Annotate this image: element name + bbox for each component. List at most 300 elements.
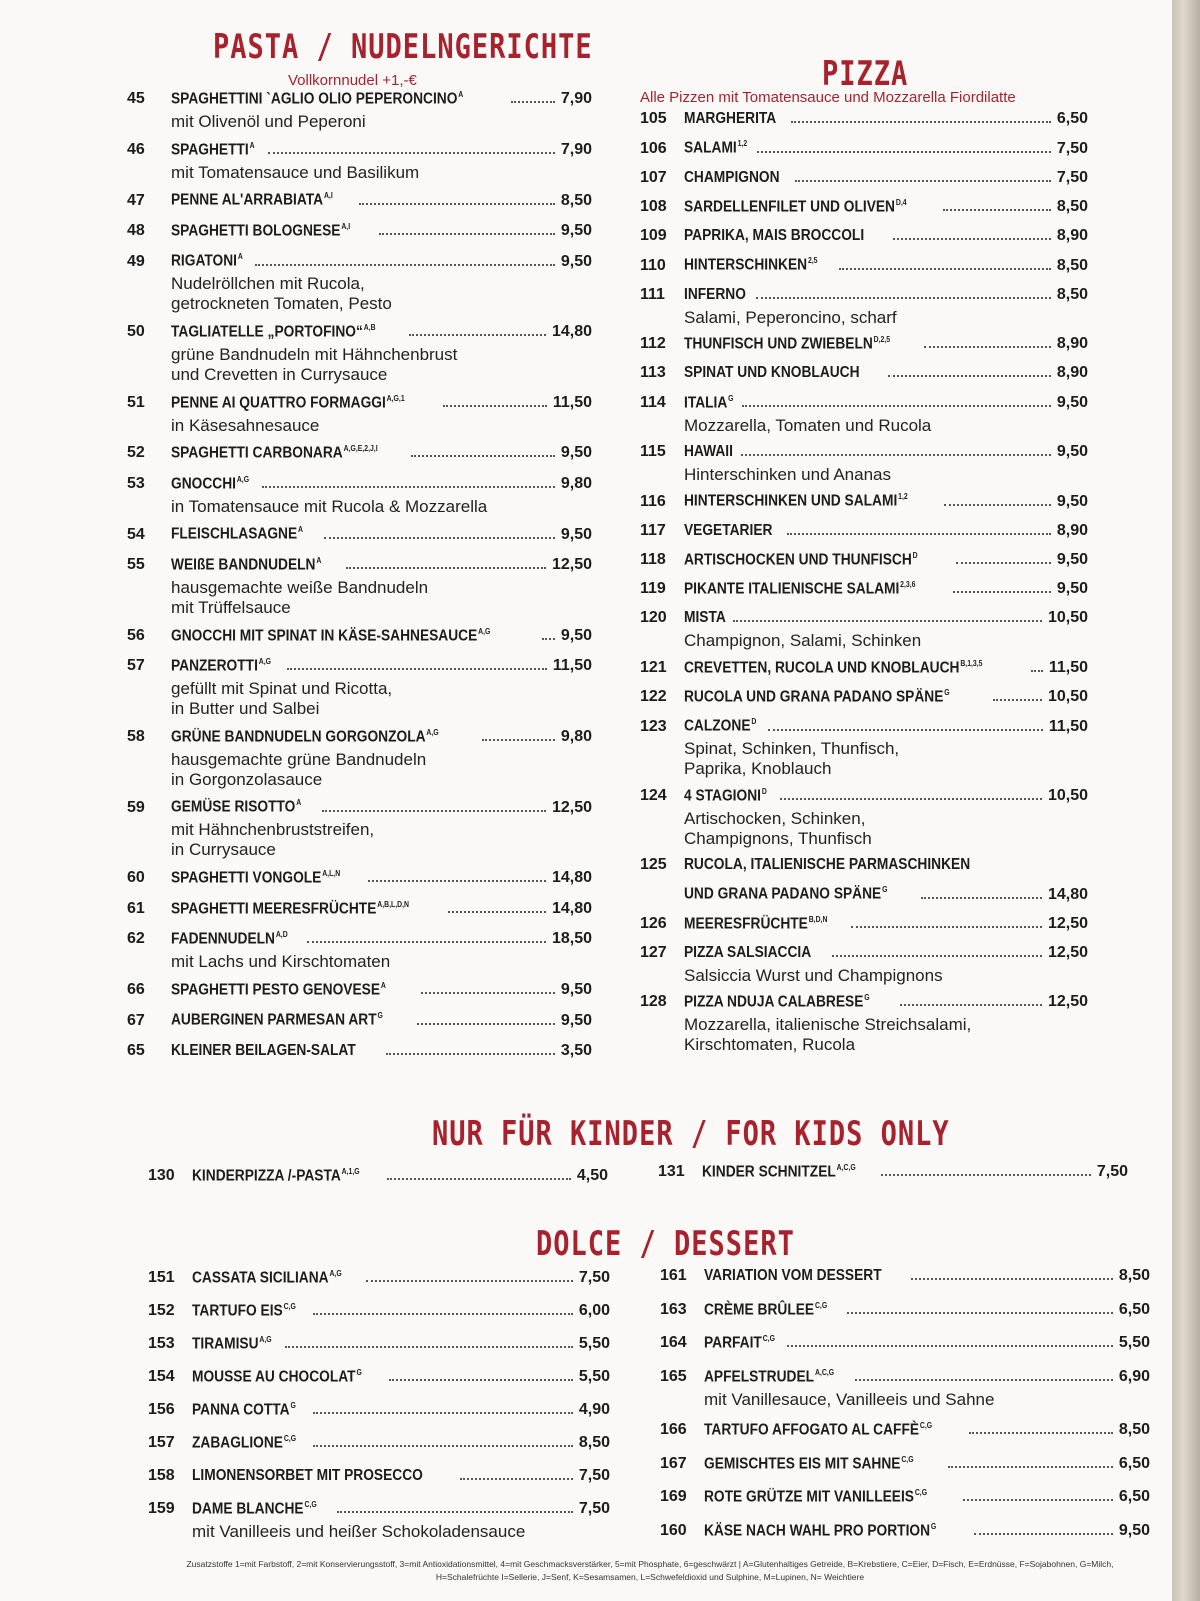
item-name-text: PIKANTE ITALIENISCHE SALAMI xyxy=(684,580,900,598)
allergen-codes: B,D,N xyxy=(808,914,828,924)
dot-leader xyxy=(953,591,1051,593)
item-name-text: VEGETARIER xyxy=(684,521,773,539)
dessert-list-left xyxy=(148,1269,610,1553)
item-number: 112 xyxy=(640,335,666,353)
item-name-text: TARTUFO AFFOGATO AL CAFFÈ xyxy=(704,1421,920,1439)
item-price: 8,50 xyxy=(1056,285,1088,303)
item-price: 9,50 xyxy=(560,222,592,240)
item-price: 8,90 xyxy=(1056,227,1088,245)
item-name-text: PAPRIKA, MAIS BROCCOLI xyxy=(684,227,865,245)
item-name xyxy=(171,1011,383,1029)
menu-item xyxy=(127,798,592,860)
item-description: Salsiccia Wurst und Champignons xyxy=(684,965,943,985)
item-name xyxy=(684,551,918,569)
kids-list-right xyxy=(658,1163,1128,1185)
item-name-text: SPAGHETTI CARBONARA xyxy=(171,444,343,462)
menu-item xyxy=(660,1455,1150,1477)
dessert-section-title: DOLCE / DESSERT xyxy=(536,1225,795,1264)
menu-item xyxy=(127,981,592,1003)
allergen-codes: 1,2 xyxy=(898,492,908,502)
item-name xyxy=(192,1368,362,1386)
item-price: 9,50 xyxy=(560,252,592,270)
menu-item xyxy=(127,252,592,314)
item-price: 9,50 xyxy=(560,525,592,543)
item-number: 126 xyxy=(640,914,667,932)
allergen-codes: A,G xyxy=(258,657,271,667)
item-name xyxy=(192,1467,423,1485)
item-name xyxy=(704,1488,927,1506)
allergen-codes: D xyxy=(912,550,918,560)
item-name-text: GEMÜSE RISOTTO xyxy=(171,798,296,816)
item-name xyxy=(684,443,733,461)
dot-leader xyxy=(742,405,1051,407)
allergen-codes: A xyxy=(380,980,386,990)
menu-item xyxy=(640,885,1088,907)
item-number: 57 xyxy=(127,657,145,675)
menu-item-line xyxy=(127,141,592,163)
menu-item-line xyxy=(640,139,1088,161)
item-name xyxy=(684,394,734,412)
item-name xyxy=(171,90,463,108)
dot-leader xyxy=(756,297,1051,299)
allergen-codes: G xyxy=(882,885,888,895)
item-description: Paprika, Knoblauch xyxy=(684,759,832,779)
item-name-text: AUBERGINEN PARMESAN ART xyxy=(171,1011,377,1029)
item-description: in Butter und Salbei xyxy=(171,699,320,719)
item-name xyxy=(171,525,303,543)
item-number: 169 xyxy=(660,1488,687,1506)
item-price: 11,50 xyxy=(552,393,592,411)
item-name-text: CALZONE xyxy=(684,717,751,735)
item-description: mit Lachs und Kirschtomaten xyxy=(171,952,391,972)
item-price: 9,50 xyxy=(1056,394,1088,411)
item-number: 167 xyxy=(660,1454,687,1472)
item-number: 107 xyxy=(640,168,667,186)
menu-item-line xyxy=(127,222,592,244)
menu-item-line xyxy=(148,1335,610,1357)
menu-item-line xyxy=(127,1011,592,1033)
item-price: 6,50 xyxy=(1118,1488,1150,1506)
item-number: 156 xyxy=(148,1401,175,1419)
menu-item-line xyxy=(127,798,592,820)
dot-leader xyxy=(368,880,546,882)
item-name xyxy=(684,492,908,510)
menu-item-line xyxy=(127,1042,592,1064)
pasta-list xyxy=(127,90,592,1072)
menu-item xyxy=(127,90,592,132)
allergen-codes: 1,2 xyxy=(737,139,748,149)
dot-leader xyxy=(448,911,546,913)
menu-item-line xyxy=(127,900,592,922)
item-name xyxy=(684,286,746,304)
allergen-codes: A,G xyxy=(426,727,439,737)
item-number: 65 xyxy=(127,1041,145,1059)
item-name-text: ARTISCHOCKEN UND THUNFISCH xyxy=(684,551,912,569)
item-number: 122 xyxy=(640,688,667,706)
allergen-codes: A,G xyxy=(329,1269,342,1278)
item-price: 7,50 xyxy=(578,1500,610,1518)
menu-item xyxy=(640,993,1088,1055)
item-name-text: PIZZA NDUJA CALABRESE xyxy=(684,993,864,1011)
dot-leader xyxy=(379,233,555,235)
menu-item xyxy=(660,1267,1150,1289)
menu-item-line xyxy=(127,930,592,952)
item-name-text: RUCOLA UND GRANA PADANO SPÄNE xyxy=(684,688,944,706)
dot-leader xyxy=(924,346,1051,348)
menu-item xyxy=(660,1522,1150,1544)
allergen-codes: A,C,G xyxy=(814,1367,835,1377)
item-number: 50 xyxy=(127,323,145,341)
menu-item xyxy=(640,364,1088,386)
item-price: 7,90 xyxy=(560,140,592,158)
menu-item-line xyxy=(640,580,1088,602)
item-price: 14,80 xyxy=(551,869,592,887)
dot-leader xyxy=(911,1278,1113,1280)
allergen-codes: C,G xyxy=(914,1488,928,1497)
item-name-text: SPAGHETTI PESTO GENOVESE xyxy=(171,981,380,999)
item-name-text: FADENNUDELN xyxy=(171,930,275,948)
allergen-codes: C,G xyxy=(283,1302,296,1311)
menu-item-line xyxy=(640,609,1088,631)
item-number: 110 xyxy=(640,256,666,274)
item-name xyxy=(171,798,301,816)
dot-leader xyxy=(268,152,555,154)
item-name xyxy=(684,609,726,627)
item-price: 7,50 xyxy=(1056,168,1088,186)
item-description: mit Hähnchenbruststreifen, xyxy=(171,820,375,840)
item-price: 7,50 xyxy=(1056,139,1088,157)
allergen-codes: A,I xyxy=(341,221,351,231)
item-name xyxy=(684,169,780,187)
item-name xyxy=(171,728,439,746)
item-name-text: RIGATONI xyxy=(171,252,238,270)
item-number: 62 xyxy=(127,930,145,948)
item-name xyxy=(171,627,490,645)
dot-leader xyxy=(944,504,1051,506)
dot-leader xyxy=(969,1432,1113,1434)
item-number: 106 xyxy=(640,139,667,157)
dot-leader xyxy=(324,537,554,539)
item-price: 9,50 xyxy=(560,1011,592,1029)
allergen-codes: G xyxy=(290,1401,296,1410)
menu-item-line xyxy=(127,556,592,578)
allergen-codes: A,1,G xyxy=(341,1167,360,1176)
allergen-codes: G xyxy=(864,993,870,1003)
item-number: 114 xyxy=(640,394,666,411)
menu-item xyxy=(148,1302,610,1324)
allergen-footnote xyxy=(170,1558,1130,1584)
item-name-text: TIRAMISU xyxy=(192,1335,259,1353)
item-name xyxy=(171,1042,356,1060)
item-name-text: CRÈME BRÛLEE xyxy=(704,1300,815,1318)
dot-leader xyxy=(460,1478,572,1480)
item-number: 108 xyxy=(640,198,667,216)
item-name xyxy=(684,139,747,157)
item-name-text: SALAMI xyxy=(684,139,737,157)
item-description: mit Tomatensauce und Basilikum xyxy=(171,162,420,182)
item-name-text: HAWAII xyxy=(684,442,733,460)
item-price: 12,50 xyxy=(551,798,592,816)
item-description: Champignons, Thunfisch xyxy=(684,828,872,848)
item-number: 111 xyxy=(640,285,665,303)
item-number: 166 xyxy=(660,1421,687,1439)
allergen-codes: D xyxy=(751,717,757,727)
item-number: 60 xyxy=(127,869,145,887)
menu-item xyxy=(640,659,1088,681)
item-price: 8,90 xyxy=(1056,335,1088,353)
item-description: in Käsesahnesauce xyxy=(171,415,320,435)
menu-item xyxy=(127,900,592,922)
item-name xyxy=(171,981,386,999)
item-name xyxy=(171,252,243,270)
item-number: 51 xyxy=(127,393,145,411)
item-description: mit Trüffelsauce xyxy=(171,597,291,617)
item-name-text: HINTERSCHINKEN UND SALAMI xyxy=(684,492,898,510)
dot-leader xyxy=(741,454,1051,456)
dot-leader xyxy=(847,1312,1113,1314)
menu-item xyxy=(148,1401,610,1423)
item-price: 7,90 xyxy=(560,90,592,108)
menu-item-line xyxy=(127,394,592,416)
dot-leader xyxy=(900,1004,1042,1006)
menu-item-line xyxy=(640,256,1088,278)
item-price: 14,80 xyxy=(551,899,592,917)
item-price: 9,50 xyxy=(560,981,592,999)
menu-item xyxy=(148,1434,610,1456)
item-number: 66 xyxy=(127,981,145,999)
item-description: mit Vanilleeis und heißer Schokoladensauce xyxy=(192,1522,526,1541)
dot-leader xyxy=(768,729,1043,731)
item-description: mit Vanillesauce, Vanilleeis und Sahne xyxy=(704,1389,995,1409)
dot-leader xyxy=(387,1178,571,1180)
item-name-text: PIZZA SALSIACCIA xyxy=(684,943,812,961)
item-number: 124 xyxy=(640,786,667,804)
item-price: 9,50 xyxy=(1056,580,1088,598)
item-price: 3,50 xyxy=(560,1041,592,1059)
item-number: 47 xyxy=(127,191,145,209)
item-number: 59 xyxy=(127,798,145,816)
menu-item-line xyxy=(640,688,1088,710)
item-name xyxy=(192,1500,317,1518)
item-description: mit Olivenöl und Peperoni xyxy=(171,112,366,131)
dot-leader xyxy=(855,1379,1113,1381)
dot-leader xyxy=(1031,670,1043,672)
menu-item xyxy=(640,580,1088,602)
item-description: Mozzarella, italienische Streichsalami, xyxy=(684,1015,972,1035)
item-name xyxy=(192,1269,342,1287)
allergen-codes: A,B xyxy=(363,322,376,332)
item-name xyxy=(684,335,890,353)
item-price: 7,50 xyxy=(578,1467,610,1484)
item-price: 6,50 xyxy=(1118,1300,1150,1318)
item-name xyxy=(192,1167,360,1185)
menu-item-line xyxy=(660,1488,1150,1510)
item-name-text: MEERESFRÜCHTE xyxy=(684,914,808,932)
item-name-text: KINDERPIZZA /-PASTA xyxy=(192,1167,341,1185)
menu-item-line xyxy=(127,981,592,1003)
menu-item xyxy=(127,1011,592,1033)
item-number: 151 xyxy=(148,1269,175,1287)
footnote-line-1: Zusatzstoffe 1=mit Farbstoff, 2=mit Konservierungsstoff, 3=mit Antioxidationsmittel, 4=mit Geschmacksverstärker, 5=mit Phosphate, 6=geschwärzt | A=Glutenhaltiges Getreide, B=Krebstiere, C=Eier, D=Fisch, E=Erdnüsse, F=Sojabohnen, G=Milch, xyxy=(186,1559,1114,1569)
item-number: 154 xyxy=(148,1368,175,1386)
item-name-text: CHAMPIGNON xyxy=(684,168,780,186)
menu-item xyxy=(640,256,1088,278)
menu-item-line xyxy=(640,787,1088,809)
item-number: 123 xyxy=(640,717,667,735)
item-description: grüne Bandnudeln mit Hähnchenbrust xyxy=(171,344,458,364)
item-name xyxy=(684,944,811,962)
item-name xyxy=(702,1163,856,1181)
dot-leader xyxy=(963,1499,1112,1501)
dot-leader xyxy=(839,268,1051,270)
item-number: 158 xyxy=(148,1467,175,1484)
menu-item-line xyxy=(148,1434,610,1456)
allergen-codes: A,D xyxy=(275,930,288,940)
item-price: 12,50 xyxy=(551,556,592,574)
item-name-text: TARTUFO EIS xyxy=(192,1302,283,1320)
item-number: 54 xyxy=(127,525,145,543)
dot-leader xyxy=(386,1053,555,1055)
kids-section-title: NUR FÜR KINDER / FOR KIDS ONLY xyxy=(432,1115,950,1154)
menu-item-line xyxy=(127,525,592,547)
allergen-codes: B,1,3,5 xyxy=(960,658,983,668)
item-name xyxy=(192,1434,296,1452)
allergen-codes: G xyxy=(377,1011,383,1021)
item-name xyxy=(684,227,864,245)
item-name-text: TAGLIATELLE „PORTOFINO“ xyxy=(171,323,363,341)
dot-leader xyxy=(780,798,1042,800)
menu-item xyxy=(127,444,592,466)
item-number: 160 xyxy=(660,1521,687,1539)
pasta-section-title: PASTA / NUDELNGERICHTE xyxy=(213,28,593,67)
dot-leader xyxy=(795,180,1051,182)
dot-leader xyxy=(285,1346,573,1348)
item-price: 9,80 xyxy=(560,475,592,493)
menu-item xyxy=(148,1167,608,1189)
menu-item-line xyxy=(127,728,592,750)
item-name xyxy=(704,1522,936,1540)
item-number: 119 xyxy=(640,580,666,598)
dot-leader xyxy=(417,1023,555,1025)
item-price: 9,50 xyxy=(1056,442,1088,460)
menu-item-line xyxy=(127,444,592,466)
allergen-codes: G xyxy=(944,688,950,698)
menu-item xyxy=(660,1368,1150,1410)
menu-item-line xyxy=(640,198,1088,220)
menu-item xyxy=(640,787,1088,849)
item-price: 14,80 xyxy=(551,323,592,341)
item-name-text: UND GRANA PADANO SPÄNE xyxy=(684,885,882,903)
item-name-text: MOUSSE AU CHOCOLAT xyxy=(192,1368,356,1386)
item-name-text: GEMISCHTES EIS MIT SAHNE xyxy=(704,1454,901,1472)
item-number: 165 xyxy=(660,1367,687,1385)
allergen-codes: G xyxy=(728,393,734,403)
menu-item xyxy=(640,856,1088,878)
item-price: 5,50 xyxy=(1118,1334,1150,1352)
item-description: hausgemachte weiße Bandnudeln xyxy=(171,577,429,597)
item-name-text: APFELSTRUDEL xyxy=(704,1367,815,1385)
menu-item xyxy=(127,394,592,436)
dot-leader xyxy=(948,1466,1113,1468)
item-number: 61 xyxy=(127,899,145,917)
item-number: 130 xyxy=(148,1167,175,1185)
menu-item-line xyxy=(640,169,1088,191)
menu-item xyxy=(148,1335,610,1357)
item-number: 49 xyxy=(127,252,145,270)
item-price: 8,50 xyxy=(1118,1421,1150,1439)
item-number: 120 xyxy=(640,609,667,627)
menu-item-line xyxy=(127,252,592,274)
menu-item xyxy=(640,492,1088,514)
item-price: 7,50 xyxy=(1096,1163,1128,1181)
item-name xyxy=(171,323,376,341)
item-number: 163 xyxy=(660,1300,687,1318)
dot-leader xyxy=(322,810,546,812)
item-name-text: THUNFISCH UND ZWIEBELN xyxy=(684,335,873,353)
menu-item xyxy=(660,1488,1150,1510)
allergen-codes: 2,5 xyxy=(807,256,818,266)
item-price: 14,80 xyxy=(1047,885,1088,903)
item-price: 11,50 xyxy=(1048,659,1088,677)
dessert-list-right xyxy=(660,1267,1150,1555)
menu-item xyxy=(660,1301,1150,1323)
item-name-text: MISTA xyxy=(684,609,726,627)
allergen-codes: A,G,1 xyxy=(386,393,405,403)
dot-leader xyxy=(307,941,546,943)
dot-leader xyxy=(787,1345,1113,1347)
item-name-text: DAME BLANCHE xyxy=(192,1500,304,1518)
allergen-codes: A,L,N xyxy=(322,868,341,878)
allergen-codes: A,G xyxy=(236,474,250,484)
item-price: 11,50 xyxy=(552,657,592,675)
allergen-codes: A,G,E,2,J,I xyxy=(343,444,378,454)
menu-item-line xyxy=(658,1163,1128,1185)
item-price: 8,50 xyxy=(1056,198,1088,216)
item-name xyxy=(704,1301,827,1319)
footnote-line-2: H=Schalefrüchte I=Sellerie, J=Senf, K=Sesamsamen, L=Schwefeldioxid und Sulphine, M=Lupinen, N= Weichtiere xyxy=(435,1572,865,1582)
dot-leader xyxy=(943,209,1051,211)
allergen-codes: A,C,G xyxy=(836,1163,856,1172)
allergen-codes: C,G xyxy=(304,1500,317,1509)
menu-item-line xyxy=(640,492,1088,514)
allergen-codes: A xyxy=(237,252,243,262)
item-name xyxy=(171,869,340,887)
item-name-text: SPAGHETTI MEERESFRÜCHTE xyxy=(171,899,377,917)
allergen-codes: D,4 xyxy=(895,197,907,207)
dot-leader xyxy=(411,455,555,457)
item-price: 11,50 xyxy=(1048,717,1088,735)
item-name-text: CREVETTEN, RUCOLA UND KNOBLAUCH xyxy=(684,659,960,677)
menu-item-line xyxy=(148,1500,610,1522)
item-price: 4,50 xyxy=(576,1167,608,1185)
menu-item-line xyxy=(640,227,1088,249)
menu-item-line xyxy=(640,551,1088,573)
dot-leader xyxy=(881,1174,1091,1176)
item-number: 52 xyxy=(127,444,145,462)
item-price: 18,50 xyxy=(551,930,592,948)
item-name xyxy=(171,475,249,493)
item-description: gefüllt mit Spinat und Ricotta, xyxy=(171,679,393,699)
item-price: 12,50 xyxy=(1047,993,1088,1011)
dot-leader xyxy=(346,567,546,569)
allergen-codes: C,G xyxy=(762,1334,775,1343)
item-name xyxy=(171,191,333,209)
dot-leader xyxy=(511,101,555,103)
menu-item xyxy=(127,525,592,547)
item-name xyxy=(684,856,970,874)
dot-leader xyxy=(262,486,555,488)
menu-item-line xyxy=(640,885,1088,907)
